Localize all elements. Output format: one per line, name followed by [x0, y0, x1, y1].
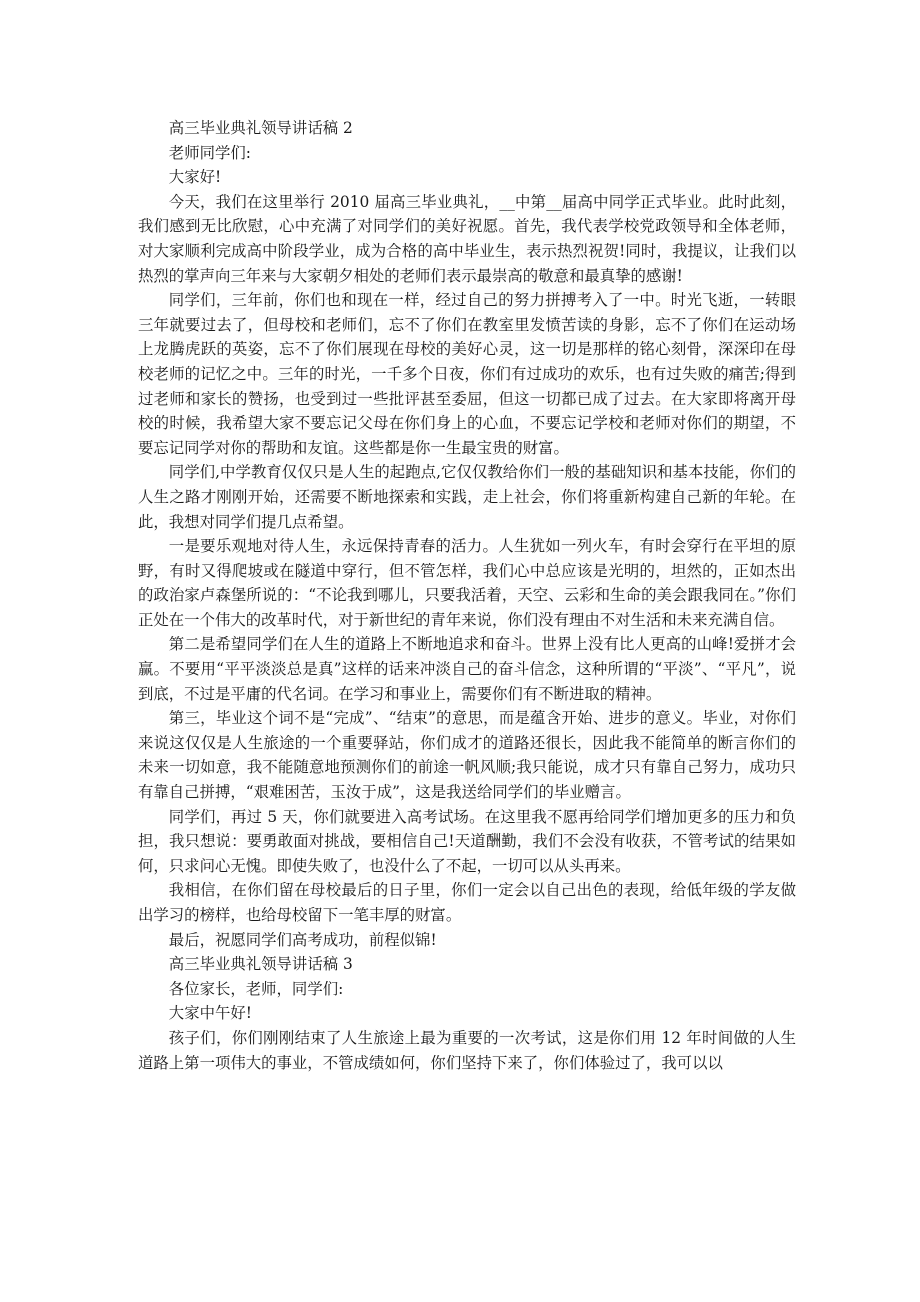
- paragraph: 第二是希望同学们在人生的道路上不断地追求和奋斗。世界上没有比人更高的山峰!爱拼才会赢。不要用“平平淡淡总是真”这样的话来冲淡自己的奋斗信念，这种所谓的“平淡”、“平凡”，说到底，不过是平庸的代名词。在学习和事业上，需要你们有不断进取的精神。: [138, 635, 796, 703]
- paragraph: 一是要乐观地对待人生，永远保持青春的活力。人生犹如一列火车，有时会穿行在平坦的原野，有时又得爬坡或在隧道中穿行，但不管怎样，我们心中总应该是光明的，坦然的，正如杰出的政治家卢森堡所说的：“不论我到哪儿，只要我活着，天空、云彩和生命的美会跟我同在。”你们正处在一个伟大的改革时代，对于新世纪的青年来说，你们没有理由不对生活和未来充满自信。: [138, 537, 796, 629]
- greeting: 大家好!: [168, 168, 222, 187]
- greeting: 大家中午好!: [168, 1004, 252, 1023]
- speech-title-2: 高三毕业典礼领导讲话稿 2: [168, 119, 353, 137]
- closing-wish: 最后，祝愿同学们高考成功，前程似锦!: [168, 930, 437, 949]
- speech-title-3: 高三毕业典礼领导讲话稿 3: [168, 955, 353, 974]
- paragraph: 同学们,中学教育仅仅只是人生的起跑点,它仅仅教给你们一般的基础知识和基本技能，你们的人生之路才刚刚开始，还需要不断地探索和实践，走上社会，你们将重新构建自己新的年轮。在此，我想对同学们提几点希望。: [138, 463, 796, 531]
- paragraph: 今天，我们在这里举行 2010 届高三毕业典礼，__中第__届高中同学正式毕业。此时此刻，我们感到无比欣慰，心中充满了对同学们的美好祝愿。首先，我代表学校党政领导和全体老师，对大家顺利完成高中阶段学业，成为合格的高中毕业生，表示热烈祝贺!同时，我提议，让我们以热烈的掌声向三年来与大家朝夕相处的老师们表示最崇高的敬意和最真挚的感谢!: [138, 192, 796, 285]
- salutation: 老师同学们:: [168, 143, 251, 162]
- salutation: 各位家长，老师，同学们:: [168, 979, 344, 998]
- paragraph: 同学们，三年前，你们也和现在一样，经过自己的努力拼搏考入了一中。时光飞逝，一转眼三年就要过去了，但母校和老师们，忘不了你们在教室里发愤苦读的身影，忘不了你们在运动场上龙腾虎跃的英姿，忘不了你们展现在母校的美好心灵，这一切是那样的铭心刻骨，深深印在母校老师的记忆之中。三年的时光，一千多个日夜，你们有过成功的欢乐，也有过失败的痛苦;得到过老师和家长的赞扬，也受到过一些批评甚至委屈，但这一切都已成了过去。在大家即将离开母校的时候，我希望大家不要忘记父母在你们身上的心血，不要忘记学校和老师对你们的期望，不要忘记同学对你的帮助和友谊。这些都是你一生最宝贵的财富。: [138, 291, 796, 457]
- paragraph: 我相信，在你们留在母校最后的日子里，你们一定会以自己出色的表现，给低年级的学友做出学习的榜样，也给母校留下一笔丰厚的财富。: [138, 881, 796, 924]
- paragraph: 孩子们，你们刚刚结束了人生旅途上最为重要的一次考试，这是你们用 12 年时间做的人生道路上第一项伟大的事业，不管成绩如何，你们坚持下来了，你们体验过了，我可以以: [138, 1028, 796, 1072]
- document-body: [138, 116, 796, 1075]
- paragraph: 同学们，再过 5 天，你们就要进入高考试场。在这里我不愿再给同学们增加更多的压力和负担，我只想说：要勇敢面对挑战，要相信自己!天道酬勤，我们不会没有收获，不管考试的结果如何，只求问心无愧。即使失败了，也没什么了不起，一切可以从头再来。: [138, 807, 796, 875]
- paragraph: 第三，毕业这个词不是“完成”、“结束”的意思，而是蕴含开始、进步的意义。毕业，对你们来说这仅仅是人生旅途的一个重要驿站，你们成才的道路还很长，因此我不能简单的断言你们的未来一切如意，我不能随意地预测你们的前途一帆风顺;我只能说，成才只有靠自己努力，成功只有靠自己拼搏，“艰难困苦，玉汝于成”，这是我送给同学们的毕业赠言。: [138, 709, 796, 802]
